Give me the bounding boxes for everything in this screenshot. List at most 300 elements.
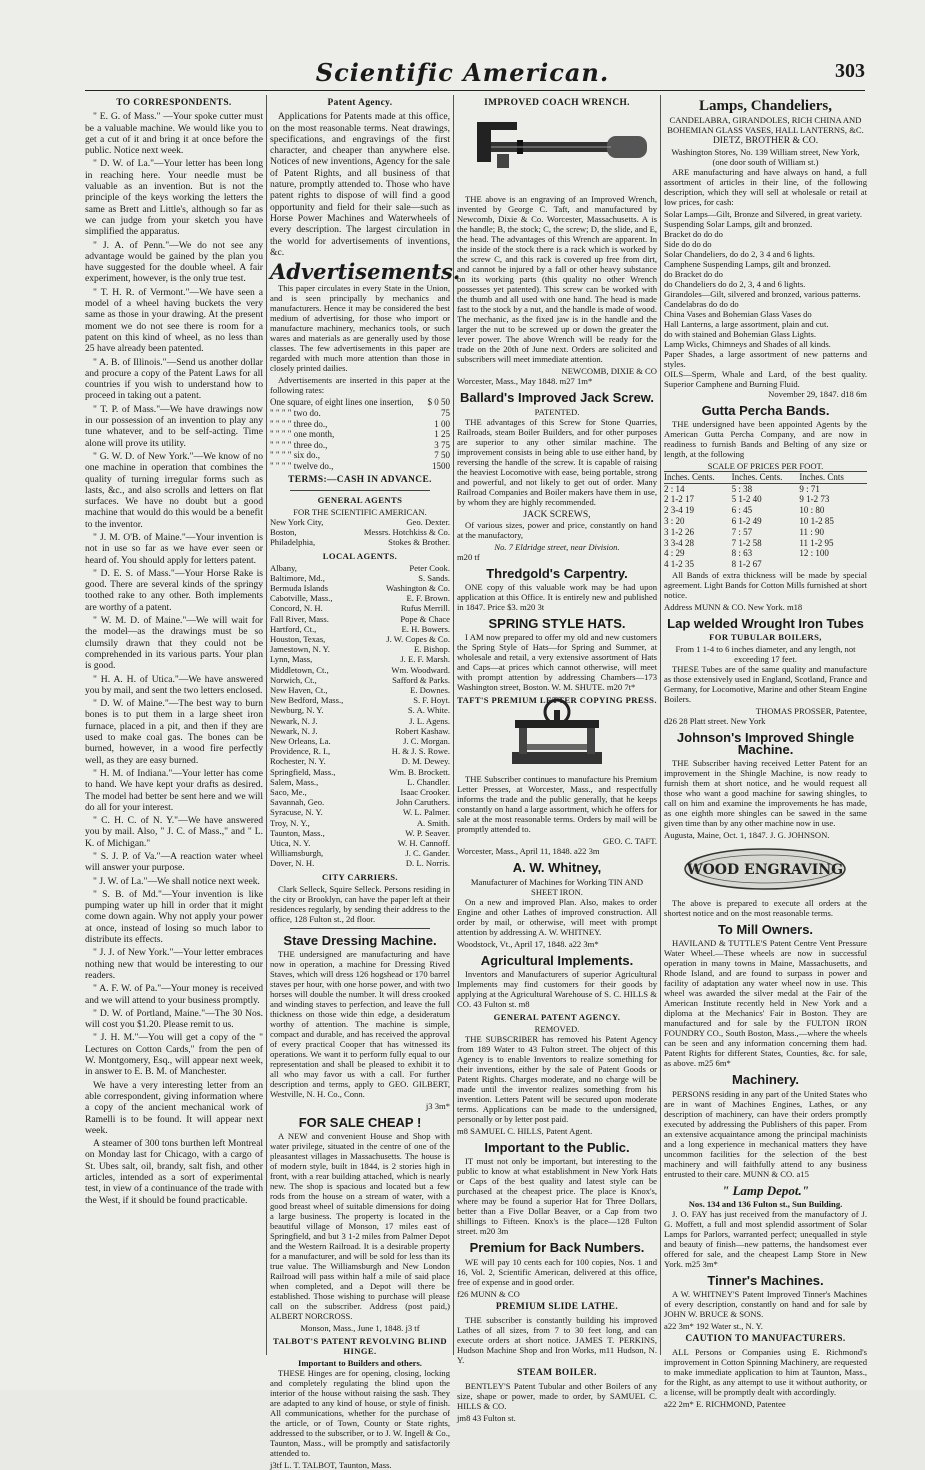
gutta-cell: [799, 559, 867, 570]
shingle-footer: Augusta, Maine, Oct. 1, 1847. J. G. JOHNSON.: [664, 829, 830, 840]
for-sci-am: FOR THE SCIENTIFIC AMERICAN.: [293, 506, 427, 517]
agent-name: Wm. B. Brockett.: [389, 766, 450, 777]
agent-place: Dover, N. H.: [270, 858, 315, 869]
agent-name: E. Bishop.: [413, 644, 450, 655]
gutta-row: [664, 484, 867, 495]
press-heading: TAFT'S PREMIUM LETTER COPYING PRESS.: [457, 695, 657, 706]
press-sign: GEO. C. TAFT.: [602, 836, 657, 847]
agent-name: W. H. Cannoff.: [397, 838, 450, 848]
agent-name: J. C. Gander.: [405, 848, 450, 859]
mill-text: HAVILAND & TUTTLE'S Patent Centre Vent Pressure Water Wheel.—These wheels are now in successful operation in many towns in Maine, Massachusetts, and Rhode Island, and are found to surpass in power and facility of adaptation any water wheel now in use. This wheel was awarded the silver medal at the Fair of the American Institute recently held in New York and a diploma at the Mechanics' Fair in Boston. They are manufactured and for sale by the FULTON IRON FOUNDRY CO., South Boston, Mass.,—where the wheels can be seen and any information concerning them had. Patent Rights for different States, Counties, &c. for sale, as above. m25 6m*: [664, 938, 867, 1069]
rate-label: " " " " three do.,: [270, 439, 328, 450]
column-divider: [453, 95, 454, 1355]
correspondent-note: " G. W. D. of New York."—We know of no one machine in operation that combines the quality of turning irregular forms such as lasts, &c., and also scrolls and letters on flat surfaces. We have no doubt but a good machine that would do this would be a benefit to the inventor.: [85, 450, 263, 530]
agency-text: Applications for Patents made at this office, on the most reasonable terms. Neat drawings, specifications, and engravings of the first character, and cheaper than anywhere else. Notices of new inventions, Agency for the sale of Patent Rights, and all business of that nature, promptly attended to. Those who have patent rights to dispose of will find a good opportunity and field for their sale—such as Horse Power Machines and Waterwheels of every description. The largest circulation in the world for advertisements of inventions, &c.: [270, 111, 450, 258]
whitney-footer: Woodstock, Vt., April 17, 1848. a22 3m*: [457, 938, 599, 949]
agent-row: [270, 527, 450, 537]
rate-row: [270, 440, 450, 451]
agent-place: Hartford, Ct.,: [270, 623, 317, 634]
carpentry-text: ONE copy of this valuable work may be had upon application at this Office. It is entirely new and published in 1847. Price $3. m20 3t: [457, 582, 657, 613]
stave-ref: j3 3m*: [425, 1100, 450, 1111]
lamp-item: Solar Lamps—Gilt, Bronze and Silvered, in great variety.: [664, 208, 862, 219]
agent-row: [270, 675, 450, 685]
agent-place: Newark, N. J.: [270, 725, 318, 736]
agent-name: H. & J. S. Rowe.: [391, 746, 450, 757]
correspondent-note: " E. G. of Mass." —Your spoke cutter must be a valuable machine. We would like you to get a cut of it and bring it at once before the public. Notice next week.: [85, 111, 263, 157]
agent-name: L. Chandler.: [407, 776, 450, 787]
back-numbers-footer: f26 MUNN & CO: [457, 1288, 520, 1299]
engraving-logo-icon: [664, 844, 867, 894]
gutta-row: [664, 505, 867, 516]
correspondent-note: " J. M. O'B. of Maine."—Your invention is not in use so far as we have ever seen or heard of. You should apply for letters patent.: [85, 531, 263, 566]
agent-place: Bermuda Islands: [270, 582, 328, 593]
lamp-item: Lamp Wicks, Chimneys and Shades of all kinds.: [664, 338, 831, 349]
gutta-after: All Bands of extra thickness will be made by special agreement. Light Bands for Cotton Mills furnished at short notice.: [664, 570, 867, 601]
public-text: IT must not only be important, but interesting to the public to know at what establishment in New York Hats or Caps of the best quality and latest style can be purchased at the cheapest price. The place is Knox's, where may be found a superior Hat for Three Dollars, better than a Five Dollar Beaver, or a Cap from two shillings to Fifteen. Knox's is the place—128 Fulton street. m20 3m: [457, 1156, 657, 1237]
column-advertisements: [270, 95, 461, 1470]
public-heading: Important to the Public.: [484, 1140, 630, 1156]
agent-place: Lynn, Mass,: [270, 654, 313, 665]
tinner-footer: a22 3m* 192 Water st., N. Y.: [664, 1321, 763, 1332]
agent-place: New Haven, Ct.,: [270, 684, 328, 695]
wrench-footer: Worcester, Mass., May 1848. m27 1m*: [457, 376, 593, 387]
gutta-cell: 9 : 71: [799, 483, 820, 494]
rate-price: 1500: [432, 461, 450, 472]
hats-heading: SPRING STYLE HATS.: [488, 616, 626, 632]
agent-row: [270, 634, 450, 644]
agent-row: [270, 563, 450, 573]
back-numbers-heading: Premium for Back Numbers.: [469, 1240, 645, 1256]
agent-name: John Caruthers.: [396, 797, 450, 808]
lamps-heading: Lamps, Chandeliers,: [699, 98, 832, 114]
agent-name: Robert Kashaw.: [395, 725, 450, 736]
local-agents-heading: LOCAL AGENTS.: [322, 550, 398, 561]
correspondent-note: " C. H. C. of N. Y."—We have answered you by mail. Also, " J. C. of Mass.," and " L. K. of Michigan.": [85, 815, 263, 849]
hats-text: I AM now prepared to offer my old and new customers the Spring Style of Hats—for Spring and Summer, at wholesale and retail, a very extensive assortment of Hats and Caps—at prices which cannot otherwise, will meet with prompt attention by addressing Chambers—173 Washington street, Boston. W. M. SHUTE. m20 7t*: [457, 632, 657, 693]
gutta-cell: 12 : 100: [799, 548, 829, 559]
depot-sub: Nos. 134 and 136 Fulton st., Sun Building.: [688, 1198, 843, 1209]
agent-place: New Bedford, Mass.,: [270, 695, 344, 706]
lamp-item: Paper Shades, a large assortment of new patterns and styles.: [664, 348, 867, 369]
correspondent-note: " A. F. W. of Pa."—Your money is received and we will attend to your business promptly.: [85, 983, 263, 1006]
correspondent-note: " J. W. of La."—We shall notice next week.: [93, 875, 260, 887]
agent-place: Fall River, Mass.: [270, 613, 329, 624]
rate-label: " " " " two do.: [270, 408, 321, 419]
agent-name: E. H. Bowers.: [401, 623, 450, 634]
lamps-firm: DIETZ, BROTHER & CO.: [712, 135, 819, 147]
lathe-text: THE subscriber is constantly building his improved Lathes of all sizes, from 7 to 30 feet long, and can execute orders at short notice. JAMES T. PERKINS, Hudson Machine Shop and Iron Works, m11 Hudson, N. Y.: [457, 1314, 657, 1365]
local-agents-list: [270, 563, 450, 869]
agent-name: Wm. Woodward.: [391, 664, 450, 675]
rate-row: [270, 397, 450, 408]
gutta-cell: 10 : 80: [799, 505, 825, 516]
gutta-cell: 6 1-2 49: [731, 516, 762, 527]
wrench-sign: NEWCOMB, DIXIE & CO: [561, 366, 657, 377]
agent-place: Boston,: [270, 527, 297, 538]
engrave-text: The above is prepared to execute all orders at the shortest notice and on the most reasonable terms.: [664, 897, 867, 918]
lamp-item: do with stained and Bohemian Glass Lights.: [664, 328, 817, 339]
agent-row: [270, 573, 450, 583]
agent-name: Stokes & Brother.: [388, 537, 450, 548]
city-carriers-heading: CITY CARRIERS.: [322, 871, 398, 882]
column-ads-2: [457, 95, 657, 1424]
agent-row: [270, 736, 450, 746]
correspondent-note: " H. A. H. of Utica."—We have answered you by mail, and sent the two letters enclosed.: [85, 673, 263, 696]
rate-price: 75: [441, 408, 450, 419]
correspondent-note: " T. H. R. of Vermont."—We have seen a model of a wheel having buckets the very same as those in your drawing. At the present moment we do not see there is room for a patent on this kind of wheel, as no less than 25 have already been patented.: [85, 286, 263, 355]
hinge-footer: j3tf L. T. TALBOT, Taunton, Mass.: [270, 1460, 392, 1470]
divider: [290, 490, 430, 491]
wrench-text: THE above is an engraving of an Improved Wrench, invented by George C. Taft, and manufactured by Newcomb, Dixie & Co. Worcester, Massachusetts. A is the handle; B, the stock; C, the screw; D, the slide, and E, the head. The advantages of this Wrench are apparent. In the inside of the stock there is a rack which is worked by the screw C, and this rack is covered up free from dirt, and cannot be injured by a fall or other heavy substance on its working parts (this quality no other Wrench possesses yet patented). This screw can be worked with the thumb and all used with one hand. The head is made fast to the stock by a nut, and the handle is made of wood. The mechanic, as the fixed jaw is in the handle and the larger the nut to be screwed up or down the greater the lever power. The above Wrench will be ready for the trade on the 20th of June next. Orders are solicited and subscribers will meet immediate attention.: [457, 194, 657, 365]
agent-place: Newark, N. J.: [270, 715, 318, 726]
sale-footer: Monson, Mass., June 1, 1848. j3 tf: [300, 1323, 420, 1334]
agent-place: New Orleans, La.: [270, 735, 331, 746]
advertisements-heading: Advertisements.: [270, 259, 461, 285]
agent-name: S. A. White.: [407, 705, 450, 716]
tubes-sign: THOMAS PROSSER, Patentee,: [755, 706, 867, 717]
agent-place: Savannah, Geo.: [270, 797, 325, 808]
correspondent-note: We have a very interesting letter from an able correspondent, giving information where a copy of the ancient mechanical work of Ramelli is to be found. It will appear next week.: [85, 1079, 263, 1136]
agent-name: J. L. Agens.: [409, 715, 450, 726]
lamps-text: ARE manufacturing and have always on hand, a full assortment of articles in their line, of the following description, which they will sell at wholesale or retail at low prices, for cash:: [664, 166, 867, 207]
boiler-text: BENTLEY'S Patent Tubular and other Boilers of any size, shape or power, made to order, by SAMUEL C. HILLS & CO.: [457, 1381, 657, 1412]
correspondent-note: A steamer of 300 tons burthen left Montreal on Monday last for Chicago, with a cargo of St. Ubes salt, oil, brandy, salt fish, and other articles, intended as a sort of experimental test, in view of a continuance of the trade with the West, if it should be found practicable.: [85, 1138, 263, 1206]
lamp-item: Bracket do do do: [664, 228, 723, 239]
back-numbers-text: WE will pay 10 cents each for 100 copies, Nos. 1 and 16, Vol. 2, Scientific American, delivered at this office, free of expense and in good order.: [457, 1256, 657, 1287]
gutta-cell: 11 : 90: [799, 526, 824, 537]
lamp-item: China Vases and Bohemian Glass Vases do: [664, 308, 812, 319]
agent-row: [270, 807, 450, 817]
jack-more: Of various sizes, power and price, constantly on hand at the manufactory,: [457, 519, 657, 540]
gutta-scale: SCALE OF PRICES PER FOOT.: [707, 460, 824, 471]
agent-row: [270, 787, 450, 797]
agent-place: Baltimore, Md.,: [270, 572, 325, 583]
rates-intro: Advertisements are inserted in this paper at the following rates:: [270, 375, 450, 396]
gutta-header-row: [664, 471, 867, 484]
gutta-row: [664, 548, 867, 559]
gutta-cell: 3 1-2 26: [664, 526, 694, 537]
caution-heading: CAUTION TO MANUFACTURERS.: [685, 1334, 846, 1345]
masthead-title: Scientific American.: [315, 58, 610, 87]
agent-place: Philadelphia,: [270, 537, 316, 548]
correspondent-note: " T. P. of Mass."—We have drawings now in our possession of an invention to play any tune whatever, and to be self-acting. Time alone will prove its utility.: [85, 403, 263, 449]
agent-row: [270, 767, 450, 777]
wrench-icon: [457, 112, 657, 190]
rates-table: [270, 397, 450, 471]
wood-engraving-logo: [664, 844, 867, 894]
gutta-row: [664, 538, 867, 549]
carriers-text: Clark Selleck, Squire Selleck. Persons residing in the city or Brooklyn, can have the paper left at their residences regularly, by sending their address to the office, 128 Fulton st., 2d floor.: [270, 883, 450, 924]
column-correspondents: [85, 95, 263, 1355]
press-illustration: [457, 708, 657, 770]
gutta-row: [664, 527, 867, 538]
stave-text: THE undersigned are manufacturing and have now in operation, a machine for Dressing Rived Staves, which will dress 126 hogshead or 170 barrel staves per hour, with one horse power, and with two horses will double the number. It will dress crooked and winding staves to perfection, and leave the full thickness on those wide thin edge, a desideratum worthy of attention. The machine is simple, compact and durable, and has received the approval of every practical Cooper that has witnessed its operations. We want it to perform fully equal to our representation and shall be pleased to exhibit it to all who may favor us with a call. For further description and terms, apply to GEO. GILBERT, Westville, N. H. Co., Conn.: [270, 948, 450, 1099]
agent-name: E. F. Brown.: [406, 593, 450, 604]
agent-name: D. L. Norris.: [405, 858, 450, 869]
rate-row: [270, 461, 450, 472]
general-agents-heading: GENERAL AGENTS: [317, 494, 403, 505]
gutta-cell: 5 1-2 40: [731, 494, 762, 505]
sale-text: A NEW and convenient House and Shop with water privilege, situated in the centre of one of the pleasantest villages in Massachusetts. The house is of modern style, built in 1844, is 2 stories high in front, with a rear building attached, which is nearly new. The shop is spacious and located but a few rods from the house on a stream of water, with a good breast wheel of suitable dimensions for doing a large business. The property is located in the beautiful village of Monson, 17 miles east of Springfield, and but 3 1-2 miles from Palmer Depot and the Western Railroad. It is a desirable property for a manufacturer, and will be sold for less than its true value. The Williamsburgh and New London Railroad will pass within half a mile of said place when completed, and a Depot will there be established. Those wishing to purchase will please call on the subscriber. Address (post paid,) ALBERT NORCROSS.: [270, 1131, 450, 1322]
whitney-heading: A. W. Whitney,: [512, 860, 602, 876]
lamp-item: Suspending Solar Lamps, gilt and bronzed.: [664, 218, 813, 229]
boiler-heading: STEAM BOILER.: [517, 1367, 597, 1378]
agent-place: Norwich, Ct.,: [270, 674, 317, 685]
agent-row: [270, 654, 450, 664]
lamps-sub: CANDELABRA, GIRANDOLES, RICH CHINA AND BOHEMIAN GLASS VASES, HALL LANTERNS, &C.: [667, 115, 864, 136]
agent-place: Springfield, Mass.,: [270, 766, 336, 777]
mill-heading: To Mill Owners.: [717, 921, 814, 937]
agent-row: [270, 838, 450, 848]
gutta-cell: 4 1-2 35: [664, 559, 694, 570]
agent-place: Saco, Me.,: [270, 786, 307, 797]
agent-place: Taunton, Mass.,: [270, 827, 325, 838]
correspondent-note: " J. A. of Penn."—We do not see any advantage would be gained by the plan you have suggested for the double wheel. A fair experiment, however, is the only true test.: [85, 239, 263, 285]
lamps-footer: November 29, 1847. d18 6m: [768, 388, 867, 399]
gutta-cell: 3 : 20: [664, 516, 685, 527]
gutta-footer: Address MUNN & CO. New York. m18: [664, 602, 803, 613]
header-rule: [85, 90, 865, 91]
agent-row: [270, 665, 450, 675]
agent-name: Safford & Parks.: [392, 674, 450, 685]
shingle-heading: Johnson's Improved Shingle Machine.: [676, 730, 855, 757]
wrench-illustration: [457, 112, 657, 190]
rate-row: [270, 408, 450, 419]
gutta-cell: 9 1-2 73: [799, 494, 830, 505]
correspondent-note: " D. E. S. of Mass."—Your Horse Rake is good. There are several kinds of the springy toothed rake to any other. Both implements are worthy of a patent.: [85, 567, 263, 613]
svg-text:WOOD ENGRAVING: WOOD ENGRAVING: [686, 861, 844, 878]
rate-label: " " " " one month,: [270, 429, 335, 440]
agent-place: Troy, N. Y.,: [270, 817, 310, 828]
hinge-text: THESE Hinges are for opening, closing, locking and completely regulating the blind upon the interior of the house without raising the sash. They are adapted to any kind of house, or style of finish. All communications, whether for the purchase of the article, or of Town, County or State rights, addressed to the subscriber, or to J. W. Ingell & Co., Taunton, Mass., will be promptly and satisfactorily attended to.: [270, 1368, 450, 1459]
agent-place: Newburg, N. Y.: [270, 705, 324, 716]
agri-text: Inventors and Manufacturers of superior Agricultural Implements may find customers for their goods by applying at the Agricultural Warehouse of S. C. HILLS & CO. 43 Fulton st. m8: [457, 969, 657, 1010]
agent-row: [270, 716, 450, 726]
shingle-text: THE Subscriber having received Letter Patent for an improvement in the Shingle Machine, is now ready to furnish them at short notice, and he would request all those who want a good machine for sawing shingles, to call on him and examine the improvements he has made, as one eighth more shingles can be sawed in the same given time than by any other machine now in use.: [664, 757, 867, 828]
agent-row: [270, 593, 450, 603]
rate-label: One square, of eight lines one insertion,: [270, 397, 414, 408]
tubes-footer: d26 28 Platt street. New York: [664, 716, 766, 727]
agent-place: New York City,: [270, 516, 324, 527]
tinner-text: A W. WHITNEY'S Patent Improved Tinner's Machines of every description, constantly on hand and for sale by JOHN W. BRUCE & SONS.: [664, 1289, 867, 1320]
terms: TERMS:—CASH IN ADVANCE.: [288, 474, 432, 485]
agent-row: [270, 537, 450, 547]
gutta-cell: 7 1-2 58: [731, 537, 762, 548]
lamp-item: Camphene Suspending Lamps, gilt and bronzed.: [664, 258, 831, 269]
carpentry-heading: Thredgold's Carpentry.: [486, 565, 628, 581]
gutta-cell: 4 : 29: [664, 548, 685, 559]
correspondent-note: " D. W. of Portland, Maine."—The 30 Nos. will cost you $1.20. Please remit to us.: [85, 1007, 263, 1031]
correspondent-note: " D. W. of La."—Your letter has been long in reaching here. Your needle must be valuable as an invention. But is not the principle of the keys working the letters the same as Brett and Little's, although so far as we can judge from your sketch you have simplified the apparatus.: [85, 158, 263, 238]
rate-row: [270, 429, 450, 440]
caution-footer: a22 2m* E. RICHMOND, Patentee: [664, 1399, 786, 1410]
correspondent-note: " A. B. of Illinois."—Send us another dollar and procure a copy of the Patent Laws for all countries if you wish to understand how to proceed in taking out a patent.: [85, 356, 263, 402]
gutta-cell: 2 : 14: [664, 483, 685, 494]
lamp-item: Solar Chandeliers, do do 2, 3 4 and 6 lights.: [664, 248, 815, 259]
tubes-sub: FOR TUBULAR BOILERS,: [709, 632, 822, 643]
rate-label: " " " " three do.,: [270, 418, 328, 429]
agent-name: S. F. Hoyt.: [413, 695, 450, 706]
general-agents-list: [270, 517, 450, 548]
agent-row: [270, 797, 450, 807]
agent-row: [270, 614, 450, 624]
agent-name: Washington & Co.: [386, 582, 450, 593]
divider: [290, 928, 430, 929]
lamp-item: do Chandeliers do do 2, 3, 4 and 6 lights.: [664, 278, 806, 289]
agent-name: Rufus Merrill.: [400, 603, 450, 614]
jack-ref: m20 tf: [457, 551, 480, 562]
agent-place: Jamestown, N. Y.: [270, 644, 330, 655]
lamp-item: Side do do do: [664, 238, 712, 249]
correspondents-list: [85, 111, 263, 1206]
lamp-item: Hall Lanterns, a large assortment, plain and cut.: [664, 318, 829, 329]
correspondent-note: " S. J. P. of Va."—A reaction water wheel will answer your purpose.: [85, 851, 263, 874]
tubes-text: THESE Tubes are of the same quality and manufacture as those extensively used in England, Scotland, France and Germany, for Locomotive, Marine and other Steam Engine Boilers.: [664, 664, 868, 705]
agent-row: [270, 695, 450, 705]
correspondent-note: " J. J. of New York."—Your letter embraces nothing new that would be interesting to our readers.: [85, 947, 263, 981]
gutta-cell: 8 : 63: [731, 548, 753, 559]
agent-name: J. C. Morgan.: [403, 735, 450, 746]
gutta-price-table: [664, 471, 867, 570]
gutta-text: THE undersigned have been appointed Agents by the American Gutta Percha Company, and are now in readiness to furnish Bands and Belting of any size or length, at the following: [664, 418, 867, 459]
jack-text: THE advantages of this Screw for Stone Quarries, Railroads, steam Boiler Builders, and for other purposes are superior to any other similar machine. The improvement consists in being able to use either hand, by reversing the handle of the screw. It is capable of raising the heaviest Locomotive with ease, being portable, strong and powerful, and not likely to get out of order. Many Railroad Companies and Boiler makers have them in use, by whom they are highly recommended.: [457, 416, 657, 507]
lamp-item: do Bracket do do: [664, 268, 723, 279]
agent-place: Houston, Texas,: [270, 633, 326, 644]
agent-name: Messrs. Hotchkiss & Co.: [363, 527, 450, 538]
lamp-item: Girandoles—Gilt, silvered and bronzed, various patterns.: [664, 288, 861, 299]
gpa-sign: m8 SAMUEL C. HILLS, Patent Agent.: [457, 1126, 593, 1137]
lathe-heading: PREMIUM SLIDE LATHE.: [495, 1301, 619, 1312]
press-footer: Worcester, Mass., April 11, 1848. a22 3m: [457, 846, 600, 857]
jack-address: No. 7 Eldridge street, near Division.: [494, 541, 620, 552]
agent-name: W. L. Palmer.: [402, 807, 450, 818]
gutta-cell: 6 : 45: [731, 505, 753, 516]
rate-row: [270, 450, 450, 461]
agent-row: [270, 644, 450, 654]
agri-heading: Agricultural Implements.: [480, 952, 634, 968]
agent-row: [270, 777, 450, 787]
gutta-col-header: Inches. Cents.: [664, 471, 715, 482]
correspondent-note: " S. B. of Md."—Your invention is like pumping water up hill in order that it might come down again. Why not apply your power at once, instead of losing so much labor to distribute its effects.: [85, 888, 263, 946]
jack-screws: JACK SCREWS,: [523, 508, 591, 520]
agent-place: Rochester, N. Y.: [270, 756, 326, 767]
agent-row: [270, 517, 450, 527]
boiler-footer: jm8 43 Fulton st.: [457, 1413, 516, 1424]
copying-press-icon: [457, 708, 657, 770]
gutta-cell: 5 : 38: [731, 483, 753, 494]
agent-name: D. M. Dewey.: [401, 756, 450, 767]
agent-name: J. E. F. Marsh.: [400, 654, 450, 665]
gutta-cell: 8 1-2 67: [731, 559, 762, 570]
lamp-item: Candelabras do do do: [664, 298, 739, 309]
agent-name: Peter Cook.: [409, 562, 450, 573]
wrench-heading: IMPROVED COACH WRENCH.: [484, 98, 630, 108]
rate-label: " " " " twelve do.,: [270, 461, 334, 472]
whitney-sub: Manufacturer of Machines for Working TIN AND SHEET IRON.: [470, 876, 644, 897]
hinge-heading: TALBOT'S PATENT REVOLVING BLIND HINGE.: [273, 1336, 447, 1357]
column-divider: [266, 95, 267, 1355]
agent-place: Williamsburgh,: [270, 848, 324, 859]
gutta-cell: 3 3-4 28: [664, 537, 694, 548]
agent-name: Geo. Dexter.: [406, 516, 450, 527]
lamp-item: OILS—Sperm, Whale and Lard, of the best quality. Superior Camphene and Burning Fluid.: [664, 368, 867, 389]
gutta-row: [664, 494, 867, 505]
agent-name: W. P. Seaver.: [405, 827, 450, 838]
gpa-heading: GENERAL PATENT AGENCY.: [493, 1012, 621, 1023]
agent-row: [270, 624, 450, 634]
agent-row: [270, 756, 450, 766]
machinery-text: PERSONS residing in any part of the United States who are in want of Machines Engines, Lathes, or any description of machinery, can have their orders promptly executed by addressing the Publishers of this paper. From an extensive acquaintance among the principal machinists and a long experience in mechanical matters they have uncommon facilities for the selection of the best machinery and will faithfully attend to any business entrusted to their care. MUNN & CO. a15: [664, 1088, 867, 1179]
lamps-address: Washington Stores, No. 139 William street, New York, (one door south of William st.): [671, 146, 860, 167]
agent-name: E. Downes.: [410, 684, 450, 695]
masthead: [0, 58, 925, 88]
gutta-row: [664, 559, 867, 570]
agency-heading: Patent Agency.: [327, 98, 393, 108]
agent-row: [270, 746, 450, 756]
caution-text: ALL Persons or Companies using E. Richmond's improvement in Cotton Spinning Machinery, are requested to make immediate application to him at Taunton, Mass., for the Right, as any attempt to use it without authority, or a license, will be promptly dealt with accordingly.: [664, 1347, 867, 1398]
rate-price: $ 0 50: [427, 397, 450, 408]
gutta-cell: 10 1-2 85: [799, 516, 834, 527]
agent-row: [270, 726, 450, 736]
rate-label: " " " " six do.,: [270, 450, 320, 461]
gpa-removed: REMOVED.: [534, 1024, 580, 1035]
agent-row: [270, 848, 450, 858]
rate-price: 1 25: [434, 429, 450, 440]
agent-place: Salem, Mass.,: [270, 776, 319, 787]
agent-place: Syracuse, N. Y.: [270, 807, 323, 818]
stave-heading: Stave Dressing Machine.: [283, 932, 437, 948]
agent-row: [270, 828, 450, 838]
correspondent-note: " J. H. M."—You will get a copy of the " Lectures on Cotton Cards," from the pen of W. Montgomery, Esq., will appear next week, in answer to E. B. M. of Manchester.: [85, 1032, 263, 1078]
tubes-size: From 1 1-4 to 6 inches diameter, and any length, not exceeding 17 feet.: [675, 644, 856, 665]
page-number: 303: [835, 60, 865, 82]
agent-name: J. W. Copes & Co.: [386, 633, 450, 644]
agent-name: S. Sands.: [418, 572, 450, 583]
agent-row: [270, 583, 450, 593]
rate-price: 1 00: [434, 418, 450, 429]
machinery-heading: Machinery.: [732, 1072, 799, 1088]
jack-heading: Ballard's Improved Jack Screw.: [459, 390, 655, 406]
agent-place: Middletown, Ct.,: [270, 664, 329, 675]
agent-place: Cabotville, Mass.,: [270, 593, 333, 604]
section-heading: TO CORRESPONDENTS.: [116, 98, 232, 108]
agent-row: [270, 603, 450, 613]
agent-row: [270, 685, 450, 695]
rate-row: [270, 419, 450, 430]
column-ads-3: [664, 95, 868, 1410]
rate-price: 7 50: [434, 450, 450, 461]
agent-name: A. Smith.: [416, 817, 450, 828]
agent-place: Providence, R. I.,: [270, 746, 331, 757]
sale-heading: FOR SALE CHEAP !: [298, 1114, 422, 1130]
tinner-heading: Tinner's Machines.: [707, 1272, 824, 1288]
lamps-items: [664, 209, 867, 389]
hinge-sub: Important to Builders and others.: [298, 1358, 422, 1369]
agent-row: [270, 705, 450, 715]
adv-intro: This paper circulates in every State in the Union, and is seen principally by mechanics and manufacturers. Hence it may be considered the best medium of advertising, for those who import or manufacture machinery, mechanics tools, or such wares and materials as are generally used by those classes. The few advertisements in this paper are regarded with much more attention than those in closely printed dailies.: [270, 283, 450, 374]
gutta-row: [664, 516, 867, 527]
agent-place: Concord, N. H.: [270, 603, 323, 614]
agent-name: Isaac Crooker.: [400, 786, 450, 797]
depot-heading: " Lamp Depot.": [721, 1182, 809, 1198]
agent-place: Albany,: [270, 562, 297, 573]
agent-place: Utica, N. Y.: [270, 838, 311, 848]
agent-row: [270, 858, 450, 868]
jack-patented: PATENTED.: [534, 406, 580, 417]
whitney-text: On a new and improved Plan. Also, makes to order Engine and other Lathes of improved construction. All order by mail, or otherwise, will meet with prompt attention by addressing A. W. WHITNEY.: [457, 896, 657, 937]
rate-price: 3 75: [434, 439, 450, 450]
gutta-cell: 11 1-2 95: [799, 537, 834, 548]
